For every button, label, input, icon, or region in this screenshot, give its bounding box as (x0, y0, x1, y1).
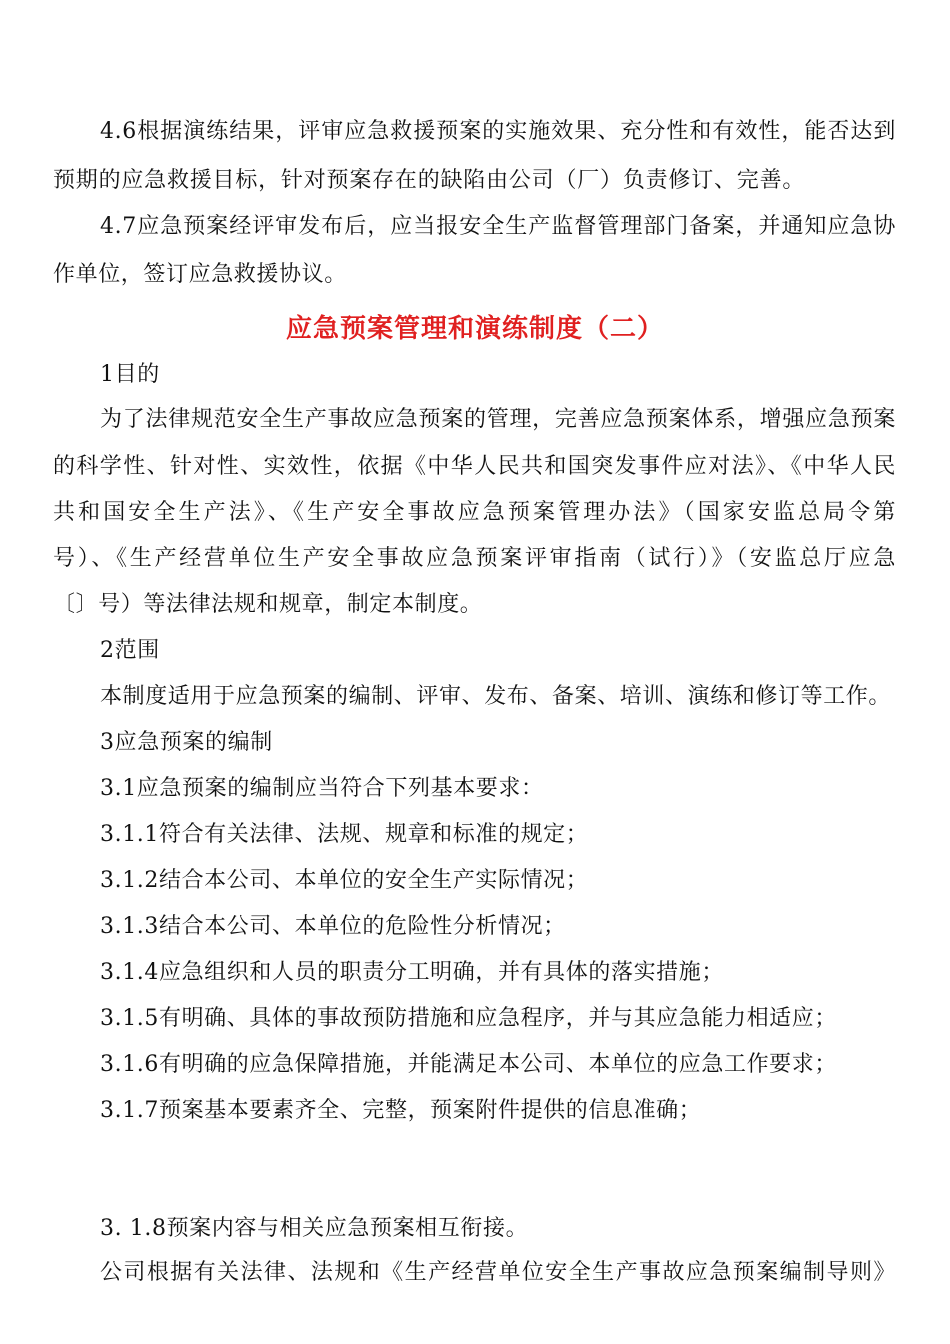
list-item: 3.1.4应急组织和人员的职责分工明确，并有具体的落实措施； (100, 960, 724, 985)
paragraph-line: 作单位，签订应急救援协议。 (53, 262, 347, 287)
section-title: 应急预案管理和演练制度（二） (285, 314, 664, 344)
list-item: 3. 1.8预案内容与相关应急预案相互衔接。 (100, 1216, 529, 1241)
list-item: 3.1.3结合本公司、本单位的危险性分析情况； (100, 914, 566, 939)
paragraph-line: 4.7应急预案经评审发布后，应当报安全生产监督管理部门备案，并通知应急协 (100, 214, 896, 239)
paragraph-line: 4.6根据演练结果，评审应急救援预案的实施效果、充分性和有效性，能否达到 (100, 119, 896, 144)
paragraph-line: 号）、《生产经营单位生产安全事故应急预案评审指南（试行）》（安监总厅应急 (53, 546, 896, 571)
paragraph-line: 公司根据有关法律、法规和《生产经营单位安全生产事故应急预案编制导则》 (100, 1260, 896, 1285)
heading-line: 2范围 (100, 638, 160, 663)
list-item: 3.1.5有明确、具体的事故预防措施和应急程序，并与其应急能力相适应； (100, 1006, 837, 1031)
paragraph-line: 的科学性、针对性、实效性，依据《中华人民共和国突发事件应对法》、《中华人民 (53, 454, 896, 479)
heading-line: 3应急预案的编制 (100, 730, 273, 755)
paragraph-line: 共和国安全生产法》、《生产安全事故应急预案管理办法》（国家安监总局令第 (53, 500, 896, 525)
list-item: 3.1.1符合有关法律、法规、规章和标准的规定； (100, 822, 589, 847)
heading-line: 1目的 (100, 362, 160, 387)
paragraph-line: 3.1应急预案的编制应当符合下列基本要求： (100, 776, 544, 801)
paragraph-line: 〔〕号）等法律法规和规章，制定本制度。 (53, 592, 483, 617)
list-item: 3.1.6有明确的应急保障措施，并能满足本公司、本单位的应急工作要求； (100, 1052, 837, 1077)
list-item: 3.1.7预案基本要素齐全、完整，预案附件提供的信息准确； (100, 1098, 702, 1123)
list-item: 3.1.2结合本公司、本单位的安全生产实际情况； (100, 868, 589, 893)
paragraph-line: 为了法律规范安全生产事故应急预案的管理，完善应急预案体系，增强应急预案 (100, 407, 896, 432)
paragraph-line: 本制度适用于应急预案的编制、评审、发布、备案、培训、演练和修订等工作。 (100, 684, 892, 709)
paragraph-line: 预期的应急救援目标，针对预案存在的缺陷由公司（厂）负责修订、完善。 (53, 168, 805, 193)
